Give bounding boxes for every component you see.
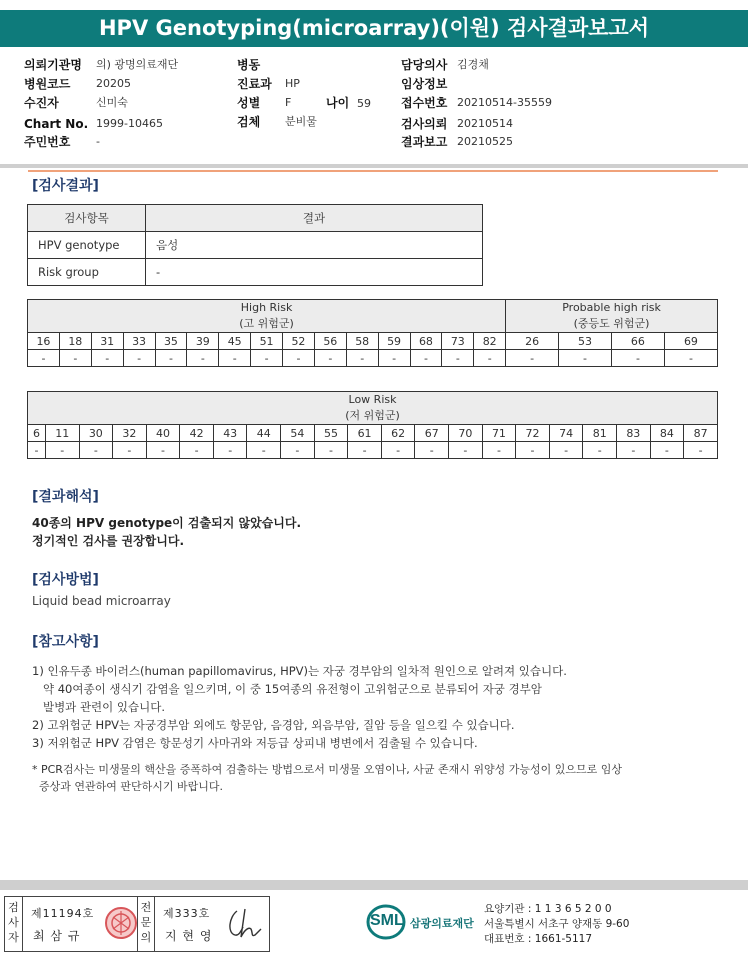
info-label: 병원코드 [24,77,71,91]
hpv-result-cell: - [474,350,506,367]
hpv-result-cell: - [583,442,617,459]
info-value: HP [285,77,300,90]
hpv-type-cell: 35 [155,333,187,350]
info-label: Chart No. [24,117,89,131]
note-line: 증상과 연관하여 판단하시기 바랍니다. [32,780,223,793]
tester-name: 최 삼 규 [33,929,81,943]
hpv-result-cell: - [410,350,442,367]
interpretation-line: 40종의 HPV genotype이 검출되지 않았습니다. [32,516,302,530]
result-value: - [146,259,483,286]
hpv-type-cell: 42 [180,425,214,442]
info-value: 김경채 [457,58,489,71]
info-field [237,114,317,130]
high-risk-types-row [28,333,718,350]
hpv-type-cell: 6 [28,425,46,442]
hpv-result-cell: - [378,350,410,367]
hpv-type-cell: 31 [91,333,123,350]
table-row [28,232,483,259]
section-interpretation-title: [결과해석] [32,489,99,505]
hpv-result-cell: - [28,350,60,367]
hpv-type-cell: 26 [506,333,559,350]
high-risk-subtitle: (고 위험군) [239,317,294,330]
footer-divider [0,880,748,890]
info-label: 주민번호 [24,135,71,149]
doctor-signature [223,905,265,945]
info-value: 1999-10465 [96,117,163,130]
hpv-type-cell: 32 [113,425,147,442]
hpv-type-cell: 66 [611,333,664,350]
info-value: - [96,135,100,148]
hpv-result-cell: - [213,442,247,459]
interpretation-line: 정기적인 검사를 권장합니다. [32,534,185,548]
hpv-result-cell: - [617,442,651,459]
hpv-result-cell: - [113,442,147,459]
doctor-label-text: 전문의 [140,901,152,944]
tester-label [5,897,23,951]
hpv-type-cell: 52 [283,333,315,350]
hpv-result-cell: - [187,350,219,367]
age-label: 나이 [326,96,350,110]
low-risk-subtitle: (저 위험군) [345,409,400,422]
info-label: 결과보고 [401,135,448,149]
hpv-result-cell: - [442,350,474,367]
hpv-result-cell: - [506,350,559,367]
info-label: 담당의사 [401,58,448,72]
divider [0,164,748,168]
hpv-type-cell: 81 [583,425,617,442]
hpv-type-cell: 45 [219,333,251,350]
info-field [24,116,163,132]
hpv-result-cell: - [516,442,550,459]
info-label: 수진자 [24,96,59,110]
hpv-result-cell: - [664,350,717,367]
info-field [401,76,447,92]
info-label: 진료과 [237,77,272,91]
result-table [27,204,483,286]
hpv-type-cell: 55 [314,425,348,442]
hpv-type-cell: 43 [213,425,247,442]
hpv-type-cell: 54 [281,425,315,442]
info-field [401,57,489,73]
info-field [237,95,292,111]
hpv-type-cell: 71 [482,425,516,442]
doctor-license: 제333호 [163,907,211,920]
info-value: 신미숙 [96,96,128,109]
info-label: 검체 [237,115,261,129]
org-name: 삼광의료재단 [410,917,474,930]
hpv-result-cell: - [219,350,251,367]
hpv-type-cell: 74 [549,425,583,442]
method-text: Liquid bead microarray [32,594,171,608]
probable-risk-header [506,300,718,333]
hpv-result-cell: - [146,442,180,459]
section-method-title: [검사방법] [32,572,99,588]
result-header-item: 검사항목 [28,205,146,232]
low-risk-types-row [28,425,718,442]
hpv-result-cell: - [482,442,516,459]
hpv-type-cell: 40 [146,425,180,442]
report-title: HPV Genotyping(microarray)(이원) 검사결과보고서 [0,10,748,47]
hpv-type-cell: 68 [410,333,442,350]
info-field [401,116,513,132]
info-field [24,134,100,150]
hpv-result-cell: - [559,350,612,367]
info-value: 의) 광명의료재단 [96,58,179,71]
low-risk-results-row [28,442,718,459]
hpv-type-cell: 30 [79,425,113,442]
reference-line: 발병과 관련이 있습니다. [32,700,166,714]
tester-label-text: 검사자 [8,901,19,944]
hpv-result-cell: - [283,350,315,367]
hpv-type-cell: 58 [346,333,378,350]
info-label: 병동 [237,58,261,72]
reference-line: 2) 고위험군 HPV는 자궁경부암 외에도 항문암, 음경암, 외음부암, 질암 등을 일으킬 수 있습니다. [32,718,515,732]
hpv-type-cell: 62 [381,425,415,442]
info-value: 분비물 [285,115,317,128]
result-item: HPV genotype [28,232,146,259]
low-risk-title: Low Risk [348,393,397,406]
high-risk-results-row [28,350,718,367]
result-value: 음성 [146,232,483,259]
info-field [24,76,131,92]
hpv-type-cell: 39 [187,333,219,350]
hpv-type-cell: 73 [442,333,474,350]
hpv-result-cell: - [123,350,155,367]
info-label: 접수번호 [401,96,448,110]
hpv-result-cell: - [650,442,684,459]
doctor-label [137,897,155,951]
info-value: 20210514 [457,117,513,130]
hpv-type-cell: 33 [123,333,155,350]
hpv-result-cell: - [45,442,79,459]
info-field [237,76,300,92]
phone: 대표번호 : 1661-5117 [484,933,593,945]
reference-line: 3) 저위험군 HPV 감염은 항문성기 사마귀와 저등급 상피내 병변에서 검출될 수 있습니다. [32,736,478,750]
hpv-type-cell: 83 [617,425,651,442]
high-risk-header [28,300,506,333]
low-risk-header [28,392,718,425]
info-field [401,134,513,150]
hpv-result-cell: - [611,350,664,367]
hpv-result-cell: - [348,442,382,459]
signature-box [4,896,270,952]
hpv-type-cell: 44 [247,425,281,442]
hpv-type-cell: 67 [415,425,449,442]
hpv-type-cell: 11 [45,425,79,442]
info-value: F [285,96,292,109]
hpv-result-cell: - [59,350,91,367]
note-line: * PCR검사는 미생물의 핵산을 증폭하여 검출하는 방법으로서 미생물 오염이나, 사균 존재시 위양성 가능성이 있으므로 임상 [32,763,622,776]
high-risk-table [27,299,718,367]
low-risk-table [27,391,718,459]
hpv-result-cell: - [180,442,214,459]
probable-risk-title: Probable high risk [562,301,661,314]
seal-stamp [103,903,139,943]
info-field [401,95,552,111]
section-result-title: [검사결과] [32,178,99,194]
result-header-result: 결과 [146,205,483,232]
logo-text: SML [370,912,404,929]
hpv-result-cell: - [381,442,415,459]
hpv-type-cell: 72 [516,425,550,442]
probable-risk-subtitle: (중등도 위험군) [573,317,650,330]
hpv-result-cell: - [549,442,583,459]
hpv-result-cell: - [28,442,46,459]
hpv-type-cell: 87 [684,425,718,442]
table-row [28,259,483,286]
hpv-type-cell: 69 [664,333,717,350]
info-label: 의뢰기관명 [24,58,82,72]
care-code: 요양기관 : 1 1 3 6 5 2 0 0 [484,903,612,915]
hpv-type-cell: 16 [28,333,60,350]
info-value: 20205 [96,77,131,90]
hpv-result-cell: - [251,350,283,367]
hpv-type-cell: 18 [59,333,91,350]
address: 서울특별시 서초구 양재동 9-60 [484,918,630,930]
hpv-type-cell: 70 [449,425,483,442]
high-risk-title: High Risk [240,301,293,314]
reference-line: 1) 인유두종 바이러스(human papillomavirus, HPV)는 자궁 경부암의 일차적 원인으로 알려져 있습니다. [32,664,567,678]
age-value: 59 [357,97,372,110]
tester-license: 제11194호 [31,907,95,920]
hpv-type-cell: 82 [474,333,506,350]
hpv-result-cell: - [79,442,113,459]
hpv-type-cell: 56 [314,333,346,350]
info-label: 검사의뢰 [401,117,448,131]
info-field [237,57,260,73]
hpv-type-cell: 51 [251,333,283,350]
info-label: 성별 [237,96,261,110]
hpv-result-cell: - [247,442,281,459]
divider-accent [28,170,718,172]
hpv-type-cell: 59 [378,333,410,350]
hpv-result-cell: - [314,350,346,367]
result-item: Risk group [28,259,146,286]
info-value: 20210525 [457,135,513,148]
hpv-result-cell: - [684,442,718,459]
info-field [24,57,179,73]
hpv-result-cell: - [155,350,187,367]
hpv-result-cell: - [91,350,123,367]
hpv-result-cell: - [281,442,315,459]
hpv-result-cell: - [449,442,483,459]
info-value: 20210514-35559 [457,96,552,109]
hpv-result-cell: - [346,350,378,367]
doctor-name: 지 현 영 [165,929,213,943]
section-reference-title: [참고사항] [32,634,99,650]
hpv-type-cell: 61 [348,425,382,442]
reference-line: 약 40여종이 생식기 감염을 일으키며, 이 중 15여종의 유전형이 고위험군으로 분류되어 자궁 경부암 [32,682,542,696]
hpv-type-cell: 53 [559,333,612,350]
hpv-type-cell: 84 [650,425,684,442]
info-label: 임상정보 [401,77,448,91]
hpv-result-cell: - [415,442,449,459]
info-field [24,95,128,111]
hpv-result-cell: - [314,442,348,459]
age-field [326,95,371,112]
